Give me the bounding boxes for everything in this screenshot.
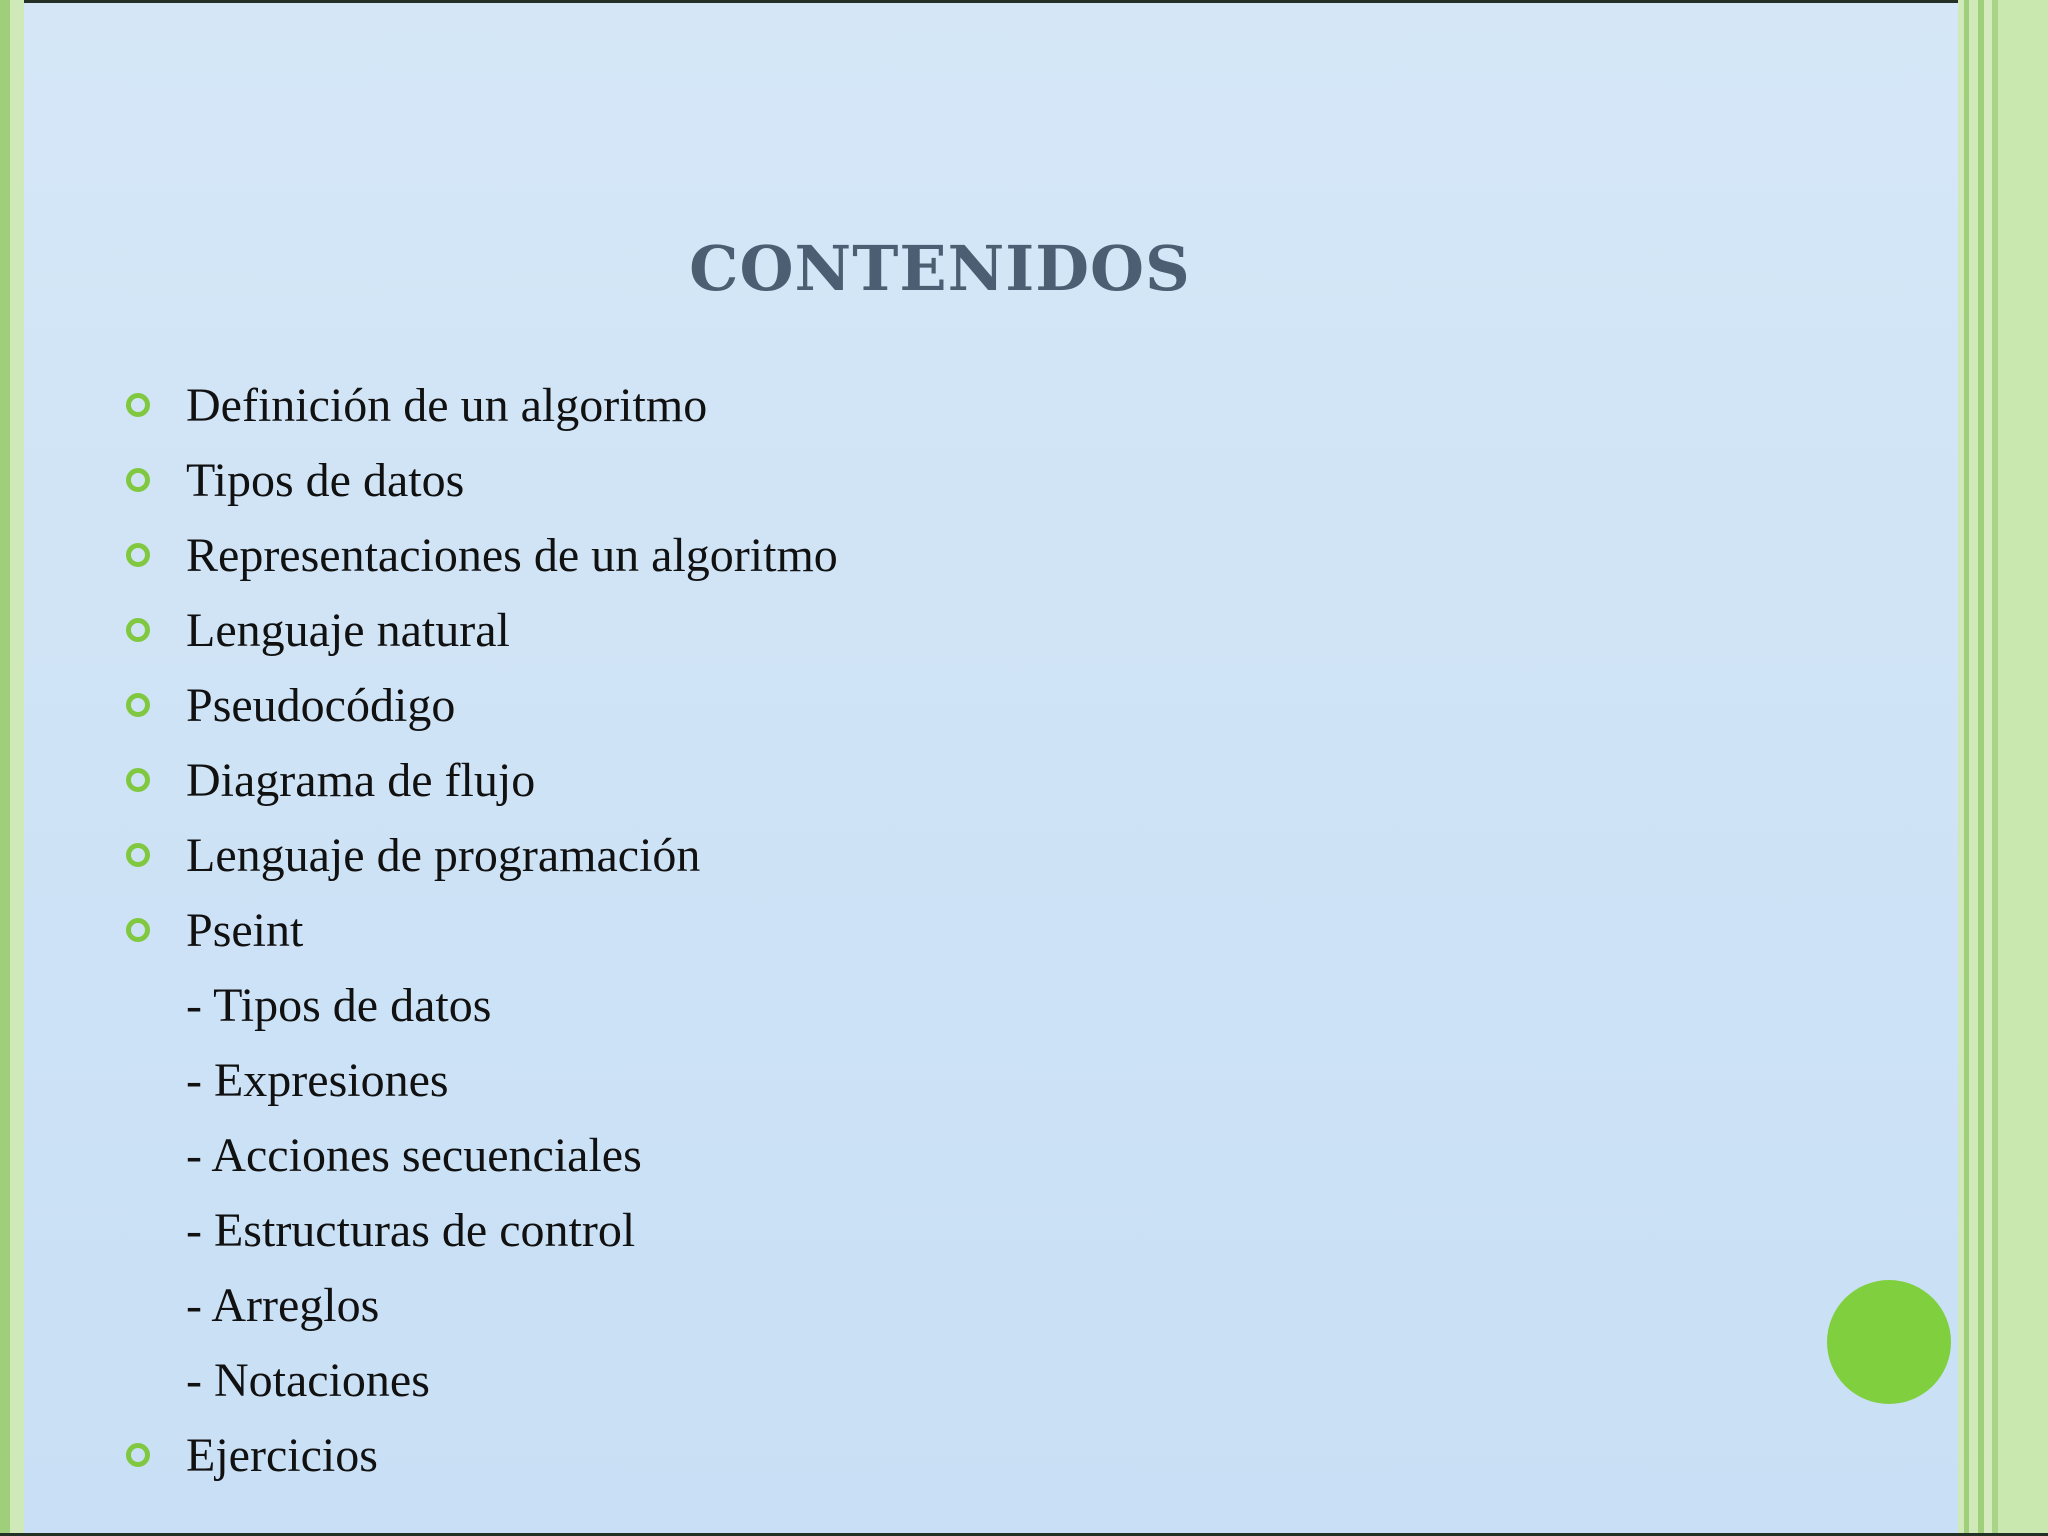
ring-bullet-icon: [126, 1443, 150, 1467]
sub-list-item: [120, 968, 838, 1043]
ring-bullet-icon: [126, 843, 150, 867]
list-item-text: Pseudocódigo: [186, 679, 456, 732]
ring-bullet-icon: [126, 618, 150, 642]
list-item: [120, 743, 838, 818]
list-item-text: - Acciones secuenciales: [186, 1129, 642, 1182]
list-item: [120, 818, 838, 893]
list-item-text: Tipos de datos: [186, 454, 465, 507]
list-item-text: Pseint: [186, 904, 304, 957]
list-item: [120, 443, 838, 518]
ring-bullet-icon: [126, 918, 150, 942]
top-border: [0, 0, 2048, 3]
list-item-text: - Estructuras de control: [186, 1204, 636, 1257]
ring-bullet-icon: [126, 693, 150, 717]
list-item-text: Representaciones de un algoritmo: [186, 529, 838, 582]
ring-bullet-icon: [126, 768, 150, 792]
list-item-text: Diagrama de flujo: [186, 754, 536, 807]
ring-bullet-icon: [126, 393, 150, 417]
list-item-text: Definición de un algoritmo: [186, 379, 708, 432]
sub-list-item: [120, 1043, 838, 1118]
sub-list-item: [120, 1193, 838, 1268]
sub-list-item: [120, 1118, 838, 1193]
list-item-text: - Tipos de datos: [186, 979, 492, 1032]
list-item-text: - Expresiones: [186, 1054, 449, 1107]
ring-bullet-icon: [126, 468, 150, 492]
list-item-text: - Notaciones: [186, 1354, 430, 1407]
sub-list-item: [120, 1268, 838, 1343]
list-item-text: Ejercicios: [186, 1429, 378, 1482]
list-item: [120, 368, 838, 443]
green-circle-decoration: [1827, 1280, 1951, 1404]
list-item: [120, 518, 838, 593]
contents-list: [120, 368, 838, 1493]
sub-list-item: [120, 1343, 838, 1418]
slide-title: CONTENIDOS: [689, 232, 1191, 305]
list-item-text: Lenguaje natural: [186, 604, 510, 657]
list-item: [120, 668, 838, 743]
list-item-text: Lenguaje de programación: [186, 829, 701, 882]
left-decorative-stripe: [0, 0, 24, 1536]
list-item-text: - Arreglos: [186, 1279, 380, 1332]
right-decorative-stripes: [1958, 0, 2048, 1536]
ring-bullet-icon: [126, 543, 150, 567]
list-item: [120, 1418, 838, 1493]
list-item: [120, 593, 838, 668]
list-item: [120, 893, 838, 968]
